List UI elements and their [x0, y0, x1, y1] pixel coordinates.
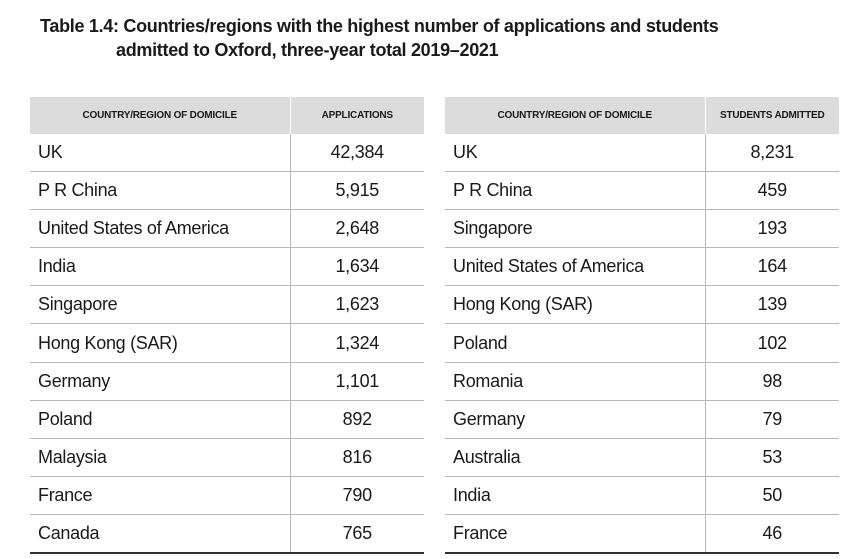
- column-header-students-admitted: STUDENTS ADMITTED: [705, 97, 839, 134]
- value-cell: 8,231: [705, 134, 839, 172]
- column-header-country: COUNTRY/REGION OF DOMICILE: [445, 97, 705, 134]
- value-cell: 53: [705, 438, 839, 476]
- country-cell: P R China: [30, 172, 290, 210]
- table-row: [445, 248, 839, 286]
- country-cell: UK: [30, 134, 290, 172]
- table-row: [445, 438, 839, 476]
- table-row: [30, 172, 424, 210]
- table-row: [445, 210, 839, 248]
- value-cell: 459: [705, 172, 839, 210]
- table-row: [30, 134, 424, 172]
- value-cell: 46: [705, 514, 839, 553]
- column-header-country: COUNTRY/REGION OF DOMICILE: [30, 97, 290, 134]
- table-row: [30, 476, 424, 514]
- value-cell: 816: [290, 438, 424, 476]
- country-cell: Canada: [30, 514, 290, 553]
- country-cell: Germany: [30, 362, 290, 400]
- country-cell: Hong Kong (SAR): [445, 286, 705, 324]
- table-row: [30, 514, 424, 553]
- table-row: [445, 514, 839, 553]
- value-cell: 79: [705, 400, 839, 438]
- value-cell: 765: [290, 514, 424, 553]
- table-row: [445, 400, 839, 438]
- value-cell: 42,384: [290, 134, 424, 172]
- table-row: [30, 248, 424, 286]
- table-row: [30, 362, 424, 400]
- applications-table: [30, 97, 424, 554]
- table-row: [30, 210, 424, 248]
- value-cell: 1,623: [290, 286, 424, 324]
- value-cell: 102: [705, 324, 839, 362]
- value-cell: 98: [705, 362, 839, 400]
- country-cell: Singapore: [445, 210, 705, 248]
- country-cell: Hong Kong (SAR): [30, 324, 290, 362]
- country-cell: Poland: [445, 324, 705, 362]
- table-row: [30, 400, 424, 438]
- value-cell: 2,648: [290, 210, 424, 248]
- value-cell: 892: [290, 400, 424, 438]
- country-cell: Malaysia: [30, 438, 290, 476]
- value-cell: 1,324: [290, 324, 424, 362]
- country-cell: India: [445, 476, 705, 514]
- table-row: [445, 172, 839, 210]
- value-cell: 1,101: [290, 362, 424, 400]
- header-row: [30, 97, 424, 134]
- value-cell: 193: [705, 210, 839, 248]
- table-row: [30, 324, 424, 362]
- students-admitted-table: [445, 97, 839, 554]
- value-cell: 139: [705, 286, 839, 324]
- country-cell: Australia: [445, 438, 705, 476]
- country-cell: France: [445, 514, 705, 553]
- country-cell: United States of America: [30, 210, 290, 248]
- table-title: [40, 14, 800, 62]
- value-cell: 790: [290, 476, 424, 514]
- table-row: [445, 286, 839, 324]
- value-cell: 50: [705, 476, 839, 514]
- table-row: [30, 438, 424, 476]
- country-cell: France: [30, 476, 290, 514]
- country-cell: United States of America: [445, 248, 705, 286]
- country-cell: Singapore: [30, 286, 290, 324]
- table-row: [445, 134, 839, 172]
- country-cell: Romania: [445, 362, 705, 400]
- country-cell: UK: [445, 134, 705, 172]
- country-cell: Poland: [30, 400, 290, 438]
- country-cell: P R China: [445, 172, 705, 210]
- country-cell: India: [30, 248, 290, 286]
- value-cell: 5,915: [290, 172, 424, 210]
- country-cell: Germany: [445, 400, 705, 438]
- table-row: [445, 362, 839, 400]
- header-row: [445, 97, 839, 134]
- table-row: [445, 324, 839, 362]
- table-title-line-2: admitted to Oxford, three-year total 2019–2021: [116, 40, 499, 60]
- table-row: [445, 476, 839, 514]
- table-row: [30, 286, 424, 324]
- column-header-applications: APPLICATIONS: [290, 97, 424, 134]
- value-cell: 1,634: [290, 248, 424, 286]
- value-cell: 164: [705, 248, 839, 286]
- table-title-line-1: Table 1.4: Countries/regions with the highest number of applications and students: [40, 16, 719, 36]
